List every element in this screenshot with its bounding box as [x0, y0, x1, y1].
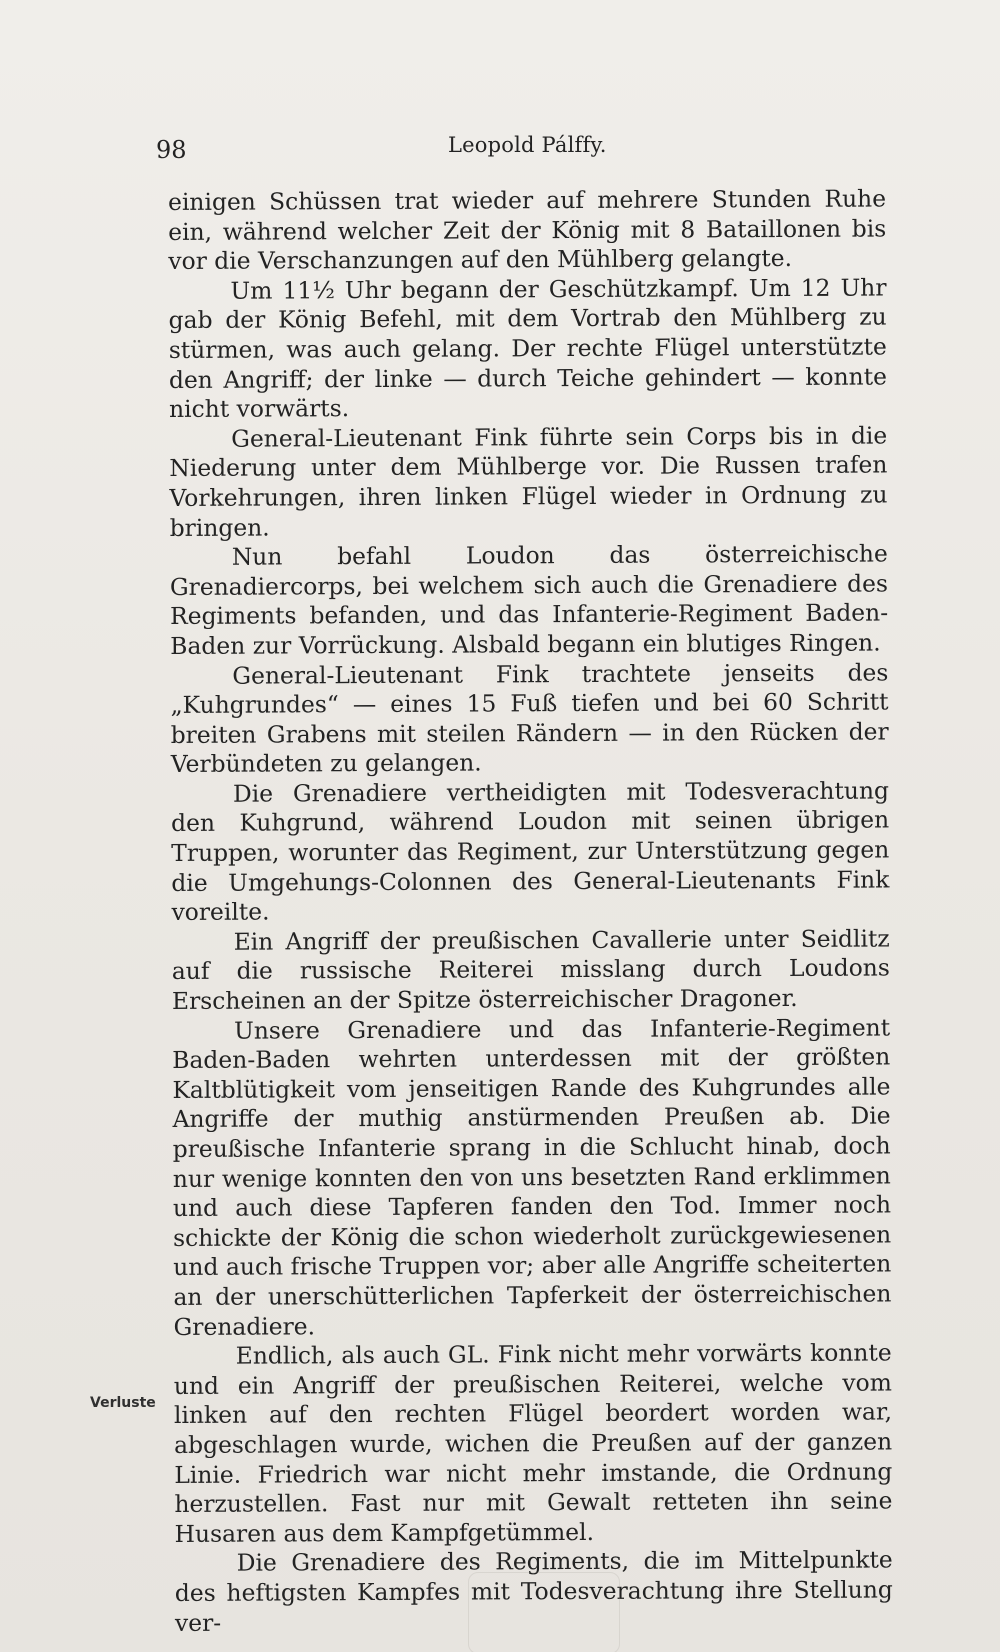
page-header	[156, 130, 886, 166]
faint-library-stamp	[468, 1572, 620, 1652]
paragraph: Nun befahl Loudon das österreichische Grenadiercorps, bei welchem sich auch die Grenadiere des Regiments befanden, und das Infanterie-Regiment Baden-Baden zur Vorrückung. Alsbald begann ein blutiges Ringen.	[169, 539, 889, 660]
paragraph: Die Grenadiere vertheidigten mit Todesverachtung den Kuhgrund, während Loudon mit seinen übrigen Truppen, worunter das Regiment, zur Unterstützung gegen die Umgehungs-Colonnen des General-Lieutenants Fink voreilte.	[171, 776, 890, 927]
running-head: Leopold Pálffy.	[448, 133, 607, 157]
paragraph: Unsere Grenadiere und das Infanterie-Regiment Baden-Baden wehrten unterdessen mit der größten Kaltblütigkeit vom jenseitigen Rande des Kuhgrundes alle Angriffe der muthig anstürmenden Preußen ab. Die preußische Infanterie sprang in die Schlucht hinab, doch nur wenige konnten den von uns besetzten Rand erklimmen und auch diese Tapferen fanden den Tod. Immer noch schickte der König die schon wiederholt zurückgewiesenen und auch frische Truppen vor; aber alle Angriffe scheiterten an der unerschütterlichen Tapferkeit der österreichischen Grenadiere.	[172, 1013, 892, 1341]
page-number: 98	[156, 136, 187, 164]
paragraph: einigen Schüssen trat wieder auf mehrere Stunden Ruhe ein, während welcher Zeit der König mit 8 Bataillonen bis vor die Verschanzungen auf den Mühlberg gelangte.	[168, 184, 887, 276]
paragraph: General-Lieutenant Fink trachtete jenseits des „Kuhgrundes“ — eines 15 Fuß tiefen und bei 60 Schritt breiten Grabens mit steilen Rändern — in den Rücken der Verbündeten zu gelangen.	[170, 657, 889, 779]
paragraph: Endlich, als auch GL. Fink nicht mehr vorwärts konnte und ein Angriff der preußischen Reiterei, welche vom linken auf den rechten Flügel beordert worden war, abgeschlagen wurde, wichen die Preußen auf der ganzen Linie. Friedrich war nicht mehr imstande, die Ordnung herzustellen. Fast nur mit Gewalt retteten ihn seine Husaren aus dem Kampfgetümmel.	[173, 1338, 893, 1548]
paragraph: General-Lieutenant Fink führte sein Corps bis in die Niederung unter dem Mühlberge vor. Die Russen trafen Vorkehrungen, ihren linken Flügel wieder in Ordnung zu bringen.	[169, 421, 888, 542]
paragraph: Die Grenadiere des Regiments, die im Mittelpunkte des heftigsten Kampfes mit Todesverachtung ihre Stellung ver-	[174, 1545, 893, 1637]
body-text	[168, 184, 893, 1638]
marginal-note: Verluste	[90, 1395, 156, 1411]
paragraph: Ein Angriff der preußischen Cavallerie unter Seidlitz auf die russische Reiterei misslang durch Loudons Erscheinen an der Spitze österreichischer Dragoner.	[171, 924, 890, 1016]
paragraph: Um 11½ Uhr begann der Geschützkampf. Um 12 Uhr gab der König Befehl, mit dem Vortrab den Mühlberg zu stürmen, was auch gelang. Der rechte Flügel unterstützte den Angriff; der linke — durch Teiche gehindert — konnte nicht vorwärts.	[168, 273, 887, 424]
